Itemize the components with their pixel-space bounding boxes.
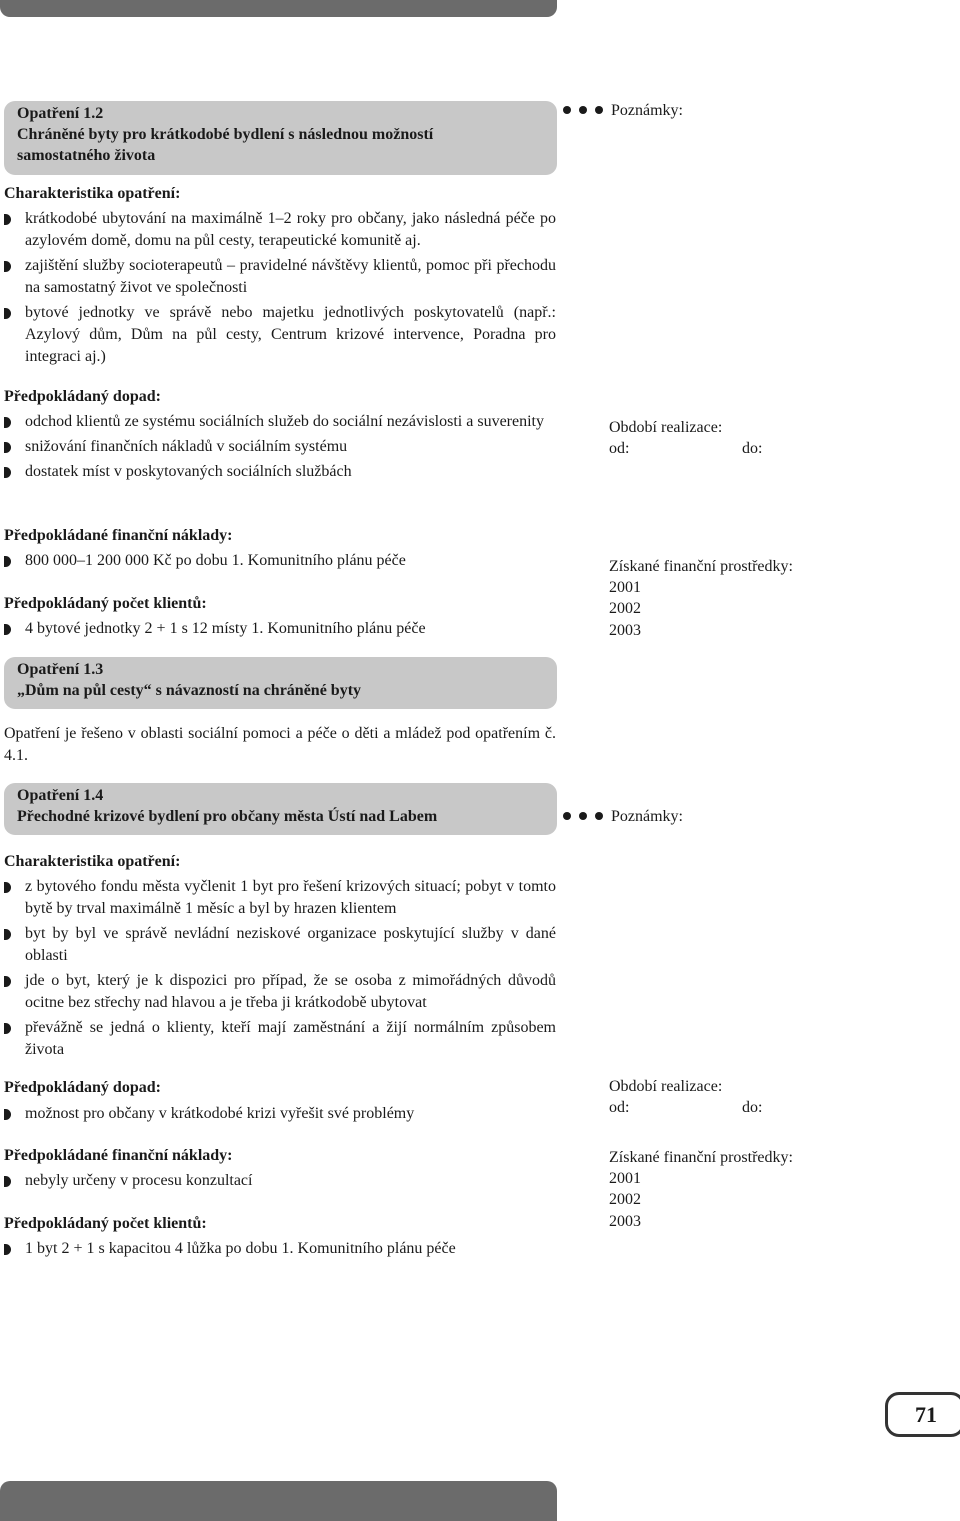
list-item: možnost pro občany v krátkodobé krizi vyřešit své problémy [4,1103,556,1125]
year-value: 2001 [609,579,641,596]
impact-list [4,411,556,486]
clients-heading: Předpokládaný počet klientů: [4,1215,207,1232]
year-value: 2003 [609,622,641,639]
bullet-icon [4,976,11,987]
bullet-icon [4,308,11,319]
clients-list [4,1238,556,1263]
bullet-icon [4,442,11,453]
bullet-icon [4,1023,11,1034]
list-item: dostatek míst v poskytovaných sociálních službách [4,461,556,483]
bullet-dot-icon [595,106,603,114]
bullet-icon [4,214,11,225]
impact-heading: Předpokládaný dopad: [4,1079,161,1096]
bullet-icon [4,624,11,635]
list-item: bytové jednotky ve správě nebo majetku jednotlivých poskytovatelů (např.: Azylový dům, Dům na půl cesty, Centrum krizové intervence, Poradna pro integraci aj.) [4,302,556,368]
measure-1-2-number: Opatření 1.2 [17,105,104,122]
list-item: byt by byl ve správě nevládní neziskové organizace poskytující služby v dané oblasti [4,923,556,967]
list-item: 1 byt 2 + 1 s kapacitou 4 lůžka po dobu 1. Komunitního plánu péče [4,1238,556,1260]
period-label: Období realizace: [609,1078,723,1095]
measure-1-4-title: Přechodné krizové bydlení pro občany města Ústí nad Labem [17,808,438,825]
characteristic-list [4,208,556,371]
measure-1-3-title: „Dům na půl cesty“ s návazností na chráněné byty [17,682,362,699]
clients-list [4,618,556,643]
impact-heading: Předpokládaný dopad: [4,388,161,405]
notes-text: Poznámky: [611,808,683,825]
footer-bar [0,1481,557,1521]
year-value: 2001 [609,1170,641,1187]
characteristic-heading: Charakteristika opatření: [4,853,181,870]
bullet-dot-icon [579,812,587,820]
bullet-dot-icon [563,812,571,820]
list-item: odchod klientů ze systému sociálních služeb do sociální nezávislosti a suverenity [4,411,556,433]
bullet-icon [4,1176,11,1187]
measure-1-4-title-box [4,783,557,835]
impact-list [4,1103,556,1128]
year-value: 2002 [609,1191,641,1208]
to-label: do: [742,1099,763,1116]
period-label: Období realizace: [609,419,723,436]
characteristic-heading: Charakteristika opatření: [4,185,181,202]
list-item: nebyly určeny v procesu konzultací [4,1170,556,1192]
notes-label-1-2 [563,101,683,121]
costs-list [4,550,556,575]
measure-1-2-title: Chráněné byty pro krátkodobé bydlení s následnou možností [17,126,434,143]
measure-1-2-title-box [4,101,557,175]
bullet-icon [4,929,11,940]
notes-text: Poznámky: [611,102,683,119]
bullet-icon [4,1109,11,1120]
from-label: od: [609,440,630,457]
measure-1-3-title-box [4,657,557,709]
list-item: převážně se jedná o klienty, kteří mají zaměstnání a žijí normálním způsobem života [4,1017,556,1061]
clients-heading: Předpokládaný počet klientů: [4,595,207,612]
year-value: 2002 [609,600,641,617]
list-item: snižování finančních nákladů v sociálním systému [4,436,556,458]
costs-heading: Předpokládané finanční náklady: [4,527,233,544]
year-value: 2003 [609,1213,641,1230]
list-item: jde o byt, který je k dispozici pro případ, že se osoba z mimořádných důvodů ocitne bez střechy nad hlavou a je třeba ji krátkodobě ubytovat [4,970,556,1014]
funds-label: Získané finanční prostředky: [609,558,793,575]
bullet-icon [4,882,11,893]
funds-label: Získané finanční prostředky: [609,1149,793,1166]
list-item: zajištění služby socioterapeutů – pravidelné návštěvy klientů, pomoc při přechodu na samostatný život ve společnosti [4,255,556,299]
characteristic-list [4,876,556,1064]
list-item: 4 bytové jednotky 2 + 1 s 12 místy 1. Komunitního plánu péče [4,618,556,640]
measure-1-3-number: Opatření 1.3 [17,661,104,678]
bullet-icon [4,261,11,272]
bullet-dot-icon [579,106,587,114]
costs-list [4,1170,556,1195]
page-number: 71 [885,1392,960,1437]
period-range [609,1097,809,1118]
from-label: od: [609,1099,630,1116]
measure-1-4-number: Opatření 1.4 [17,787,104,804]
notes-label-1-4 [563,807,683,827]
costs-heading: Předpokládané finanční náklady: [4,1147,233,1164]
bullet-dot-icon [563,106,571,114]
bullet-icon [4,417,11,428]
header-bar [0,0,557,17]
period-range [609,438,809,459]
bullet-icon [4,1244,11,1255]
bullet-icon [4,556,11,567]
list-item: krátkodobé ubytování na maximálně 1–2 roky pro občany, jako následná péče po azylovém domě, domu na půl cesty, terapeutické komunitě aj. [4,208,556,252]
list-item: z bytového fondu města vyčlenit 1 byt pro řešení krizových situací; pobyt v tomto bytě by trval maximálně 1 měsíc a byl by hrazen klientem [4,876,556,920]
measure-1-2-title-cont: samostatného života [17,147,156,164]
to-label: do: [742,440,763,457]
bullet-icon [4,467,11,478]
bullet-dot-icon [595,812,603,820]
list-item: 800 000–1 200 000 Kč po dobu 1. Komunitního plánu péče [4,550,556,572]
measure-1-3-text: Opatření je řešeno v oblasti sociální pomoci a péče o děti a mládež pod opatřením č. 4.1. [4,725,556,764]
